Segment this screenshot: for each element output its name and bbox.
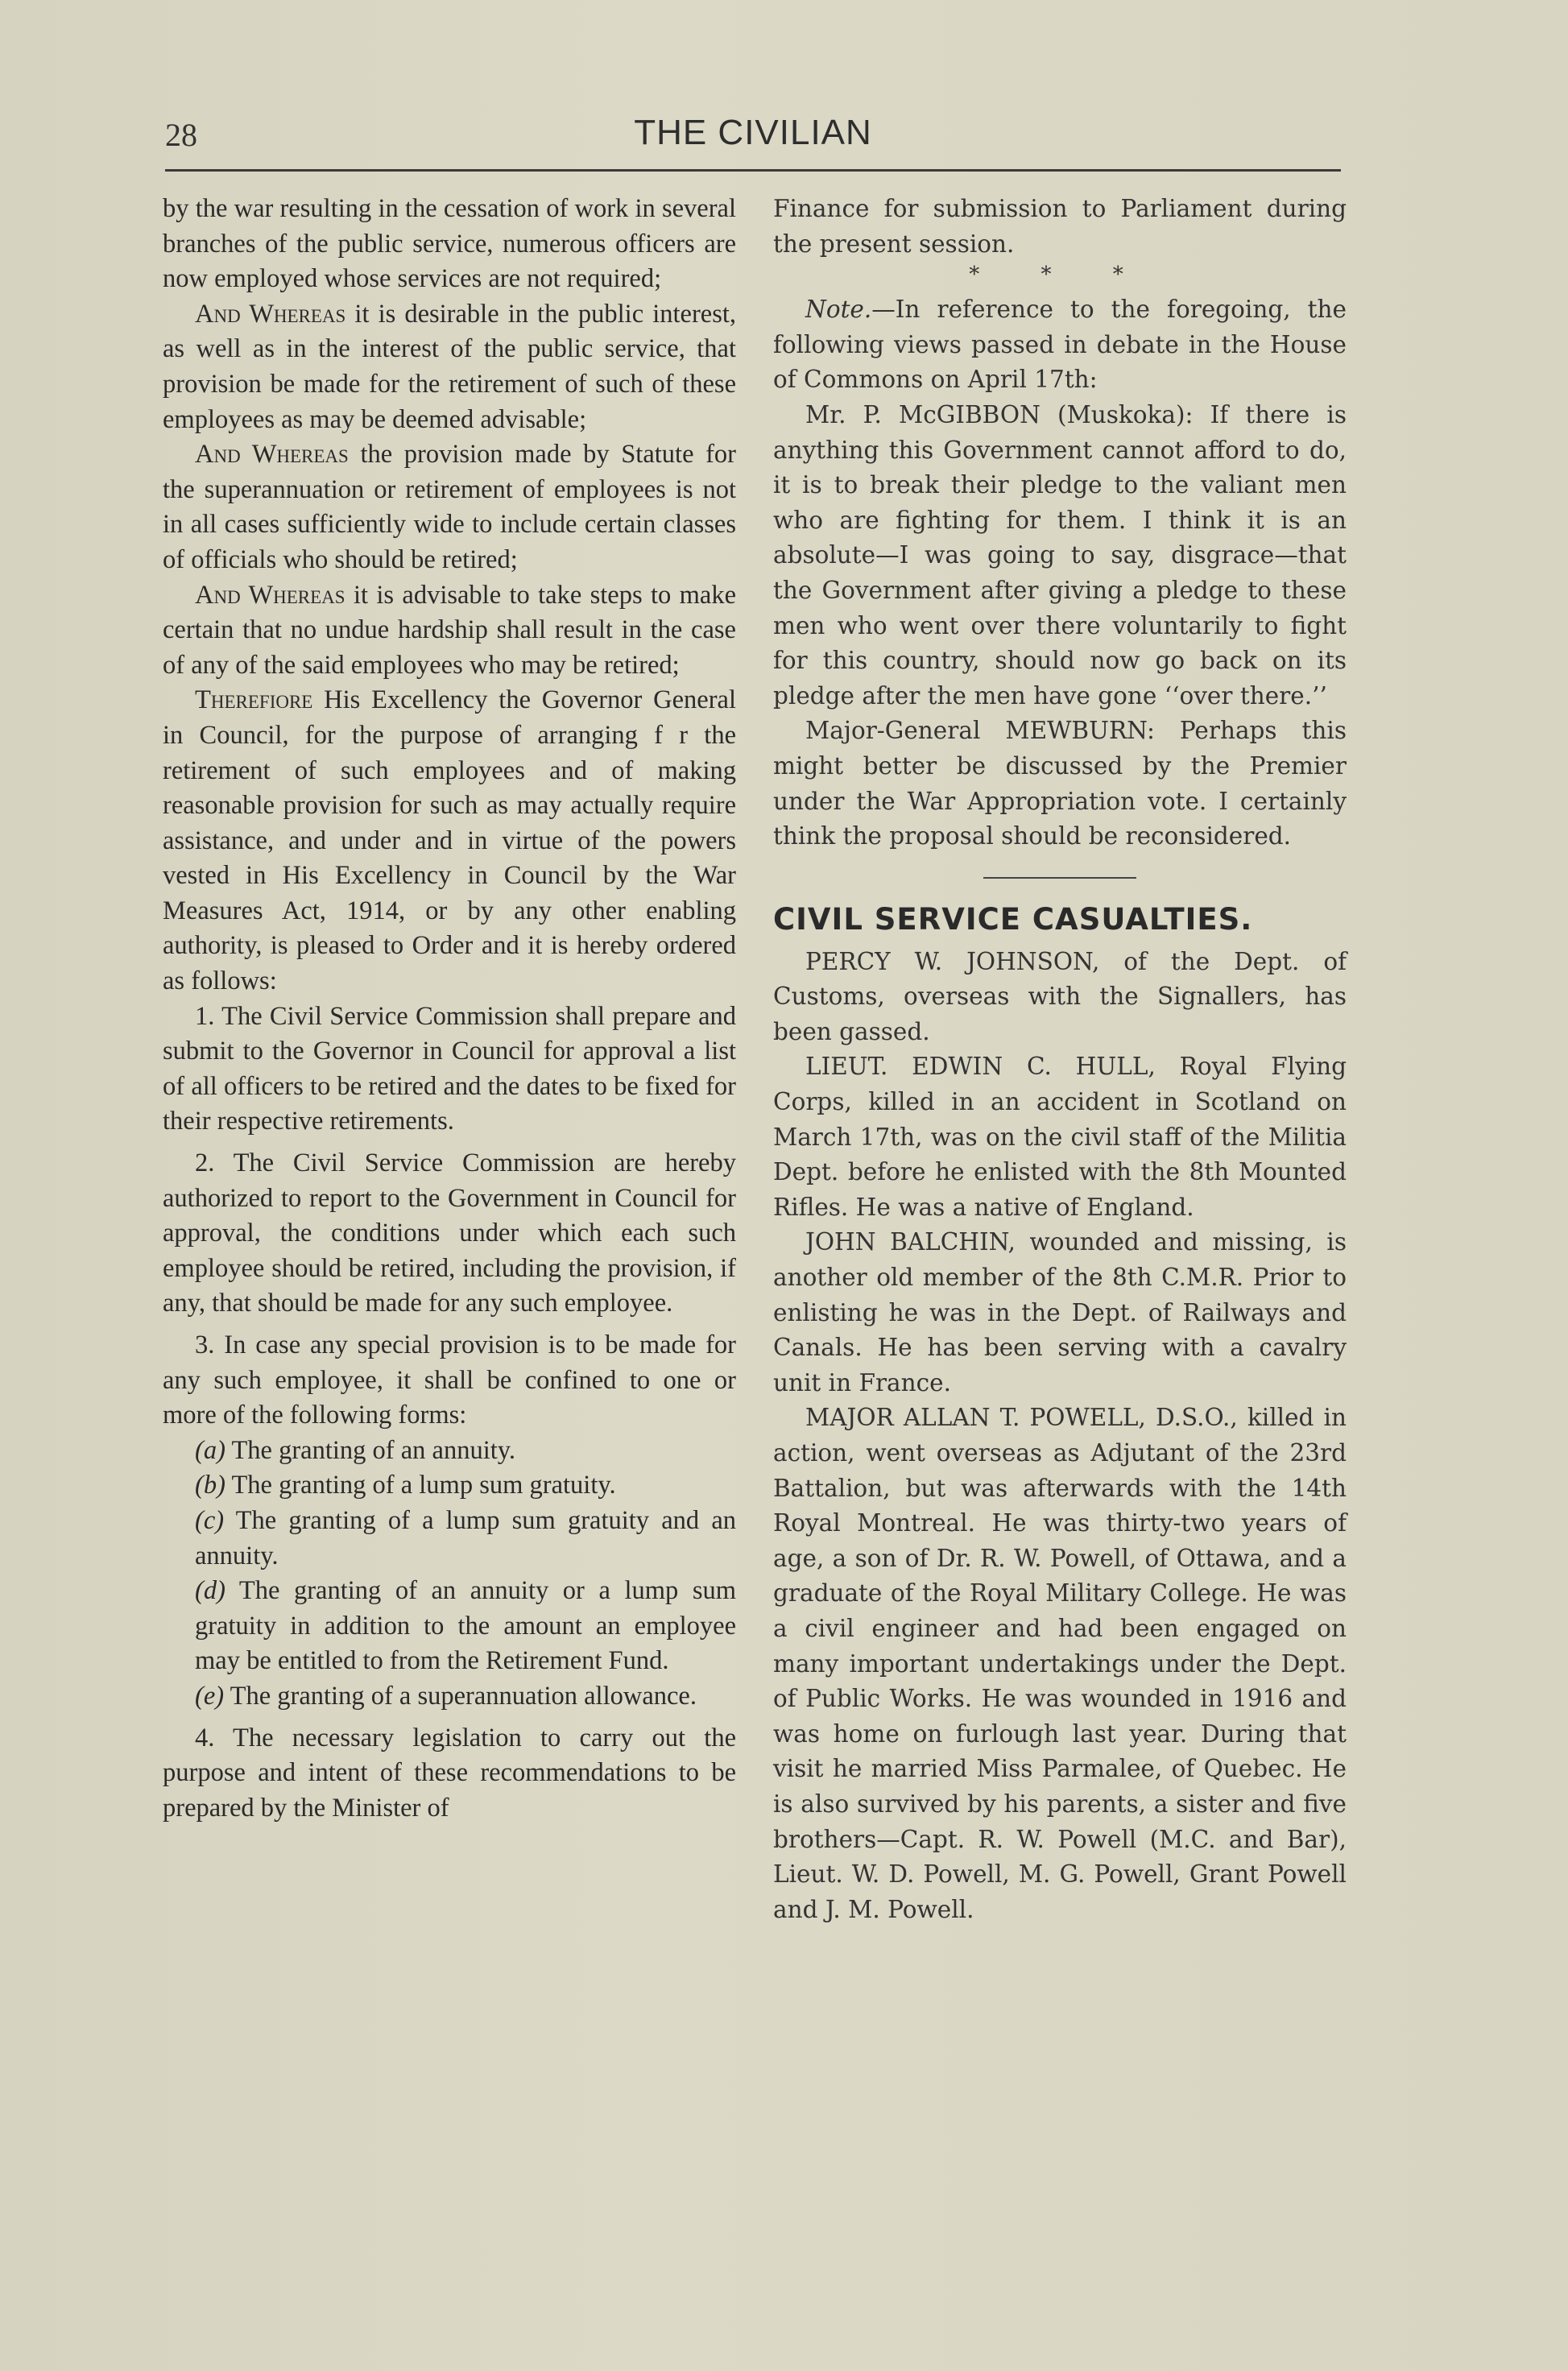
casualty-balchin: JOHN BALCHIN, wounded and missing, is another old member of the 8th C.M.R. Prior to enlisting he was in the Dept. of Railways and Canals. He has been serving with a cavalry unit in France. [773,1228,1347,1397]
therefore-text: His Excellency the Governor General in Council, for the purpose of arranging f r the retirement of such employees and of making reasonable provision for such as may actually require assistance, and under and in virtue of the powers vested in His Excellency in Council by the War Measures Act, 1914, or by any other enabling authority, is pleased to Order and it is hereby ordered as follows: [163,685,736,996]
order-item-2: 2. The Civil Service Commission are hereby authorized to report to the Government in Council for approval, the conditions under which each such employee should be retired, including the provision, if any, that should be made for any such employee. [163,1148,736,1318]
form-b [195,1468,736,1504]
note-paragraph [773,292,1347,398]
form-a-text: The granting of an annuity. [225,1435,516,1465]
form-e [195,1679,736,1715]
section-stars: * * * [969,263,1151,288]
therefore-paragraph [163,683,736,999]
form-c [195,1504,736,1574]
note-label: Note. [805,296,872,324]
whereas-lead: And Whereas [195,440,349,470]
whereas-paragraph [163,297,736,437]
whereas-paragraph [163,578,736,684]
casualty-hull: LIEUT. EDWIN C. HULL, Royal Flying Corps, killed in an accident in Scotland on March 17th, was on the civil staff of the Militia Dept. before he enlisted with the 8th Mounted Rifles. He was a native of England. [773,1053,1347,1221]
form-b-label: (b) [195,1471,225,1500]
order-item-4: 4. The necessary legislation to carry out the purpose and intent of these recommendations to be prepared by the Minister of [163,1723,736,1823]
whereas-paragraph [163,437,736,577]
mewburn-paragraph: Major-General MEWBURN: Perhaps this might better be discussed by the Premier under the War Appropriation vote. I certainly think the proposal should be reconsidered. [773,717,1347,850]
form-e-text: The granting of a superannuation allowance. [224,1681,697,1711]
form-c-label: (c) [195,1505,225,1535]
section-divider [983,877,1136,879]
order-preamble-continued: by the war resulting in the cessation of work in several branches of the public service, numerous officers are now employed whose services are not required; [163,194,736,294]
page-header [165,113,1341,161]
whereas-lead: And Whereas [195,580,345,610]
whereas-text: the provision made by Statute for the superannuation or retirement of employees is not in all cases sufficiently wide to include certain classes of officials who should be retired; [163,440,736,574]
note-text: —In reference to the foregoing, the following views passed in debate in the House of Commons on April 17th: [773,296,1347,394]
page-number: 28 [165,117,197,153]
whereas-text: it is advisable to take steps to make certain that no undue hardship shall result in the case of any of the said employees who may be retired; [163,580,736,680]
order-continuation: Finance for submission to Parliament during the present session. [773,195,1347,258]
running-title: THE CIVILIAN [634,113,872,152]
form-d-text: The granting of an annuity or a lump sum gratuity in addition to the amount an employee may be entitled to from the Retirement Fund. [195,1576,736,1676]
form-d [195,1574,736,1679]
form-c-text: The granting of a lump sum gratuity and an annuity. [195,1505,736,1570]
left-column [163,192,736,1826]
form-a [195,1434,736,1469]
form-b-text: The granting of a lump sum gratuity. [225,1471,616,1500]
whereas-text: it is desirable in the public interest, as well as in the interest of the public service, that provision be made for the retirement of such of these employees as may be deemed advisable; [163,299,737,434]
casualties-heading: CIVIL SERVICE CASUALTIES. [773,901,1253,937]
form-a-label: (a) [195,1435,225,1465]
casualty-johnson: PERCY W. JOHNSON, of the Dept. of Customs, overseas with the Signallers, has been gassed. [773,947,1347,1045]
order-item-3: 3. In case any special provision is to be made for any such employee, it shall be confined to one or more of the following forms: [163,1330,736,1430]
form-d-label: (d) [195,1576,225,1606]
therefore-lead: Therefiore [195,685,313,715]
header-rule [165,169,1341,172]
right-column [773,192,1347,1927]
whereas-lead: And Whereas [195,299,346,329]
casualty-powell: MAJOR ALLAN T. POWELL, D.S.O., killed in action, went overseas as Adjutant of the 23rd Battalion, but was afterwards with the 14th Royal Montreal. He was thirty-two years of age, a son of Dr. R. W. Powell, of Ottawa, and a graduate of the Royal Military College. He was a civil engineer and had been engaged on many important undertakings under the Dept. of Public Works. He was wounded in 1916 and was home on furlough last year. During that visit he married Miss Parmalee, of Quebec. He is also survived by his parents, a sister and five brothers—Capt. R. W. Powell (M.C. and Bar), Lieut. W. D. Powell, M. G. Powell, Grant Powell and J. M. Powell. [773,1404,1347,1923]
form-e-label: (e) [195,1681,225,1711]
mcgibbon-paragraph: Mr. P. McGIBBON (Muskoka): If there is anything this Government cannot afford to do, it is to break their pledge to the valiant men who are fighting for them. I think it is an absolute—I was going to say, disgrace—that the Government after giving a pledge to these men who went over there voluntarily to fight for this country, should now go back on its pledge after the men have gone ‘‘over there.’’ [773,400,1347,710]
order-item-1: 1. The Civil Service Commission shall prepare and submit to the Governor in Council for approval a list of all officers to be retired and the dates to be fixed for their respective retirements. [163,1001,736,1136]
